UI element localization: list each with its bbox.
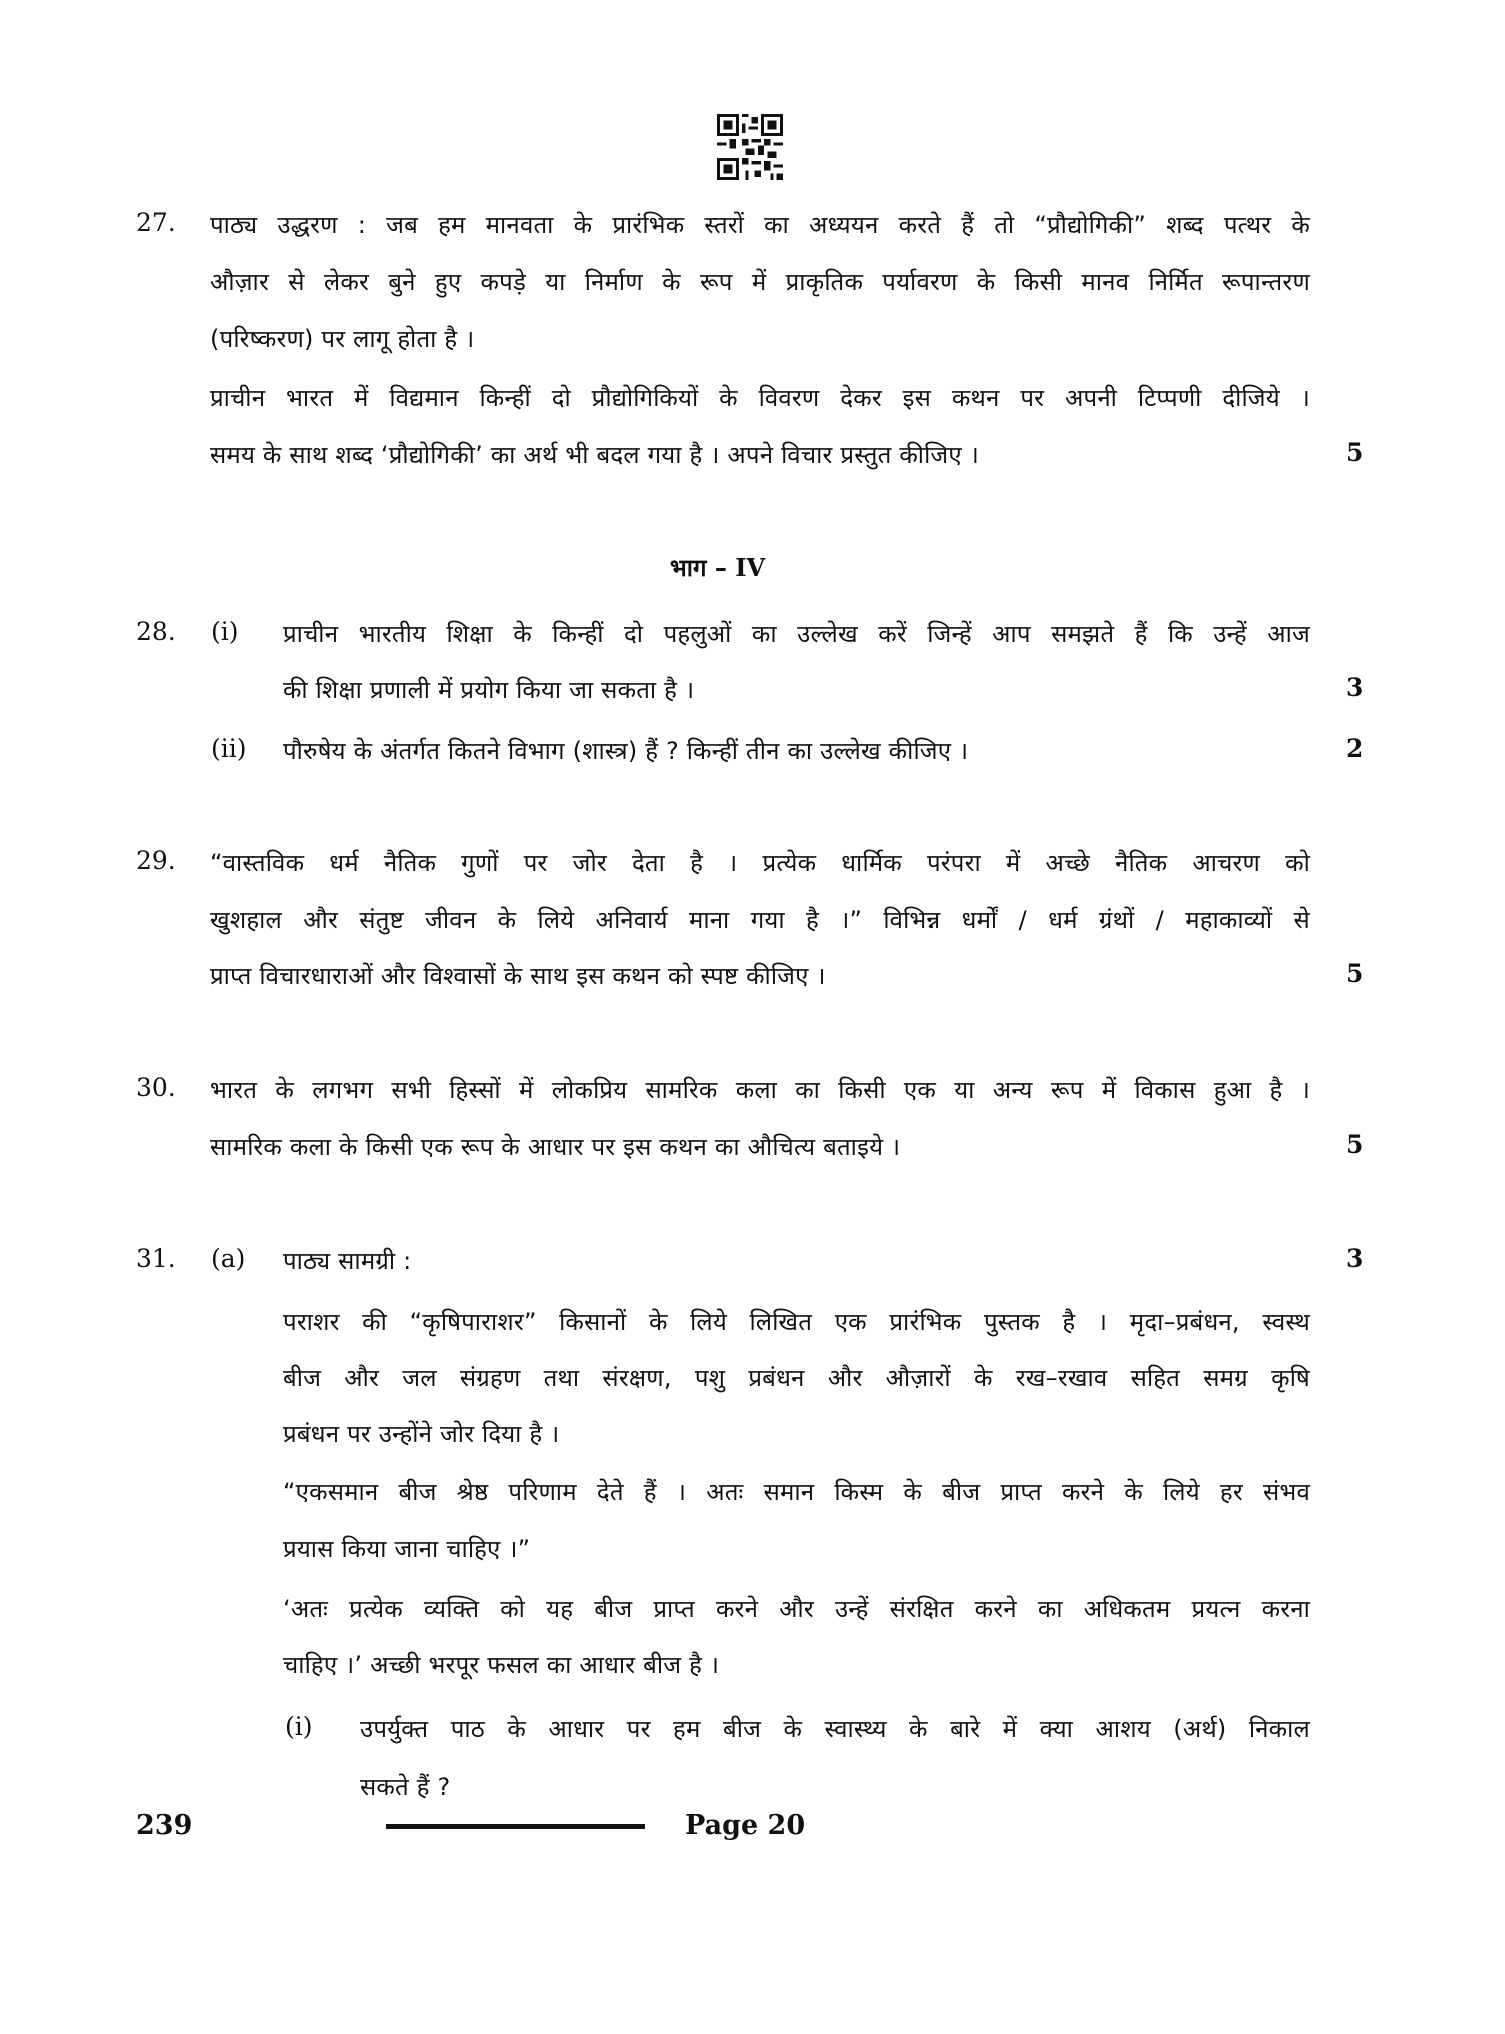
section-roman-numeral: IV bbox=[735, 553, 766, 582]
section-heading bbox=[0, 551, 1435, 584]
marks: 3 bbox=[1346, 673, 1364, 702]
question-text-line: सामरिक कला के किसी एक रूप के आधार पर इस कथन का औचित्य बताइये । bbox=[210, 1133, 901, 1161]
section-dash: – bbox=[714, 554, 727, 582]
footer-divider bbox=[386, 1824, 645, 1829]
question-number: 29. bbox=[136, 846, 176, 875]
marks: 5 bbox=[1346, 1130, 1364, 1159]
part-label: (a) bbox=[211, 1244, 246, 1273]
part-label: (i) bbox=[211, 617, 239, 646]
marks: 5 bbox=[1346, 438, 1364, 467]
question-text-line: समय के साथ शब्द ‘प्रौद्योगिकी’ का अर्थ भी बदल गया है । अपने विचार प्रस्तुत कीजिए । bbox=[210, 441, 979, 469]
question-text-line: पाठ्य उद्धरण : जब हम मानवता के प्रारंभिक स्तरों का अध्ययन करते हैं तो “प्रौद्योगिकी” शब्द पत्थर के bbox=[210, 211, 1310, 239]
page-number: Page 20 bbox=[685, 1810, 806, 1841]
part-label: (ii) bbox=[211, 734, 247, 763]
marks: 3 bbox=[1346, 1244, 1364, 1273]
passage-line: “एकसमान बीज श्रेष्ठ परिणाम देते हैं । अतः समान किस्म के बीज प्राप्त करने के लिये हर संभव bbox=[283, 1478, 1310, 1506]
question-text-line: (परिष्करण) पर लागू होता है । bbox=[210, 325, 475, 353]
passage-line: प्रयास किया जाना चाहिए ।” bbox=[283, 1535, 531, 1563]
question-text-line: “वास्तविक धर्म नैतिक गुणों पर जोर देता है । प्रत्येक धार्मिक परंपरा में अच्छे नैतिक आचरण को bbox=[210, 849, 1310, 877]
passage-heading: पाठ्य सामग्री : bbox=[283, 1247, 412, 1275]
question-text-line: प्राचीन भारतीय शिक्षा के किन्हीं दो पहलुओं का उल्लेख करें जिन्हें आप समझते हैं कि उन्हें आज bbox=[283, 620, 1310, 648]
question-number: 31. bbox=[136, 1244, 176, 1273]
qr-code-icon bbox=[717, 114, 783, 180]
question-text-line: खुशहाल और संतुष्ट जीवन के लिये अनिवार्य माना गया है ।” विभिन्न धर्मों / धर्म ग्रंथों / महाकाव्यों से bbox=[210, 906, 1310, 934]
passage-line: ‘अतः प्रत्येक व्यक्ति को यह बीज प्राप्त करने और उन्हें संरक्षित करने का अधिकतम प्रयत्न करना bbox=[283, 1595, 1310, 1623]
sub-question-line: सकते हैं ? bbox=[360, 1773, 451, 1801]
question-text-line: की शिक्षा प्रणाली में प्रयोग किया जा सकता है । bbox=[283, 676, 695, 704]
passage-line: पराशर की “कृषिपाराशर” किसानों के लिये लिखित एक प्रारंभिक पुस्तक है । मृदा–प्रबंधन, स्वस्थ bbox=[283, 1308, 1310, 1336]
question-text-line: प्राप्त विचारधाराओं और विश्वासों के साथ इस कथन को स्पष्ट कीजिए । bbox=[210, 962, 826, 990]
question-number: 28. bbox=[136, 617, 176, 646]
question-number: 30. bbox=[136, 1073, 176, 1102]
question-text-line: भारत के लगभग सभी हिस्सों में लोकप्रिय सामरिक कला का किसी एक या अन्य रूप में विकास हुआ है । bbox=[210, 1076, 1310, 1104]
passage-line: बीज और जल संग्रहण तथा संरक्षण, पशु प्रबंधन और औज़ारों के रख–रखाव सहित समग्र कृषि bbox=[283, 1364, 1310, 1392]
paper-code: 239 bbox=[136, 1810, 193, 1841]
passage-line: प्रबंधन पर उन्होंने जोर दिया है । bbox=[283, 1420, 560, 1448]
question-text-line: औज़ार से लेकर बुने हुए कपड़े या निर्माण के रूप में प्राकृतिक पर्यावरण के किसी मानव निर्मित रूपान्तरण bbox=[210, 268, 1310, 296]
question-text-line: पौरुषेय के अंतर्गत कितने विभाग (शास्त्र) हैं ? किन्हीं तीन का उल्लेख कीजिए । bbox=[283, 737, 969, 765]
marks: 5 bbox=[1346, 959, 1364, 988]
question-number: 27. bbox=[136, 208, 176, 237]
passage-line: चाहिए ।’ अच्छी भरपूर फसल का आधार बीज है । bbox=[283, 1651, 720, 1679]
section-label: भाग bbox=[669, 554, 707, 582]
sub-question-line: उपर्युक्त पाठ के आधार पर हम बीज के स्वास्थ्य के बारे में क्या आशय (अर्थ) निकाल bbox=[360, 1715, 1310, 1743]
marks: 2 bbox=[1346, 734, 1364, 763]
question-text-line: प्राचीन भारत में विद्यमान किन्हीं दो प्रौद्योगिकियों के विवरण देकर इस कथन पर अपनी टिप्पणी दीजिये । bbox=[210, 384, 1310, 412]
sub-question-label: (i) bbox=[285, 1712, 313, 1741]
